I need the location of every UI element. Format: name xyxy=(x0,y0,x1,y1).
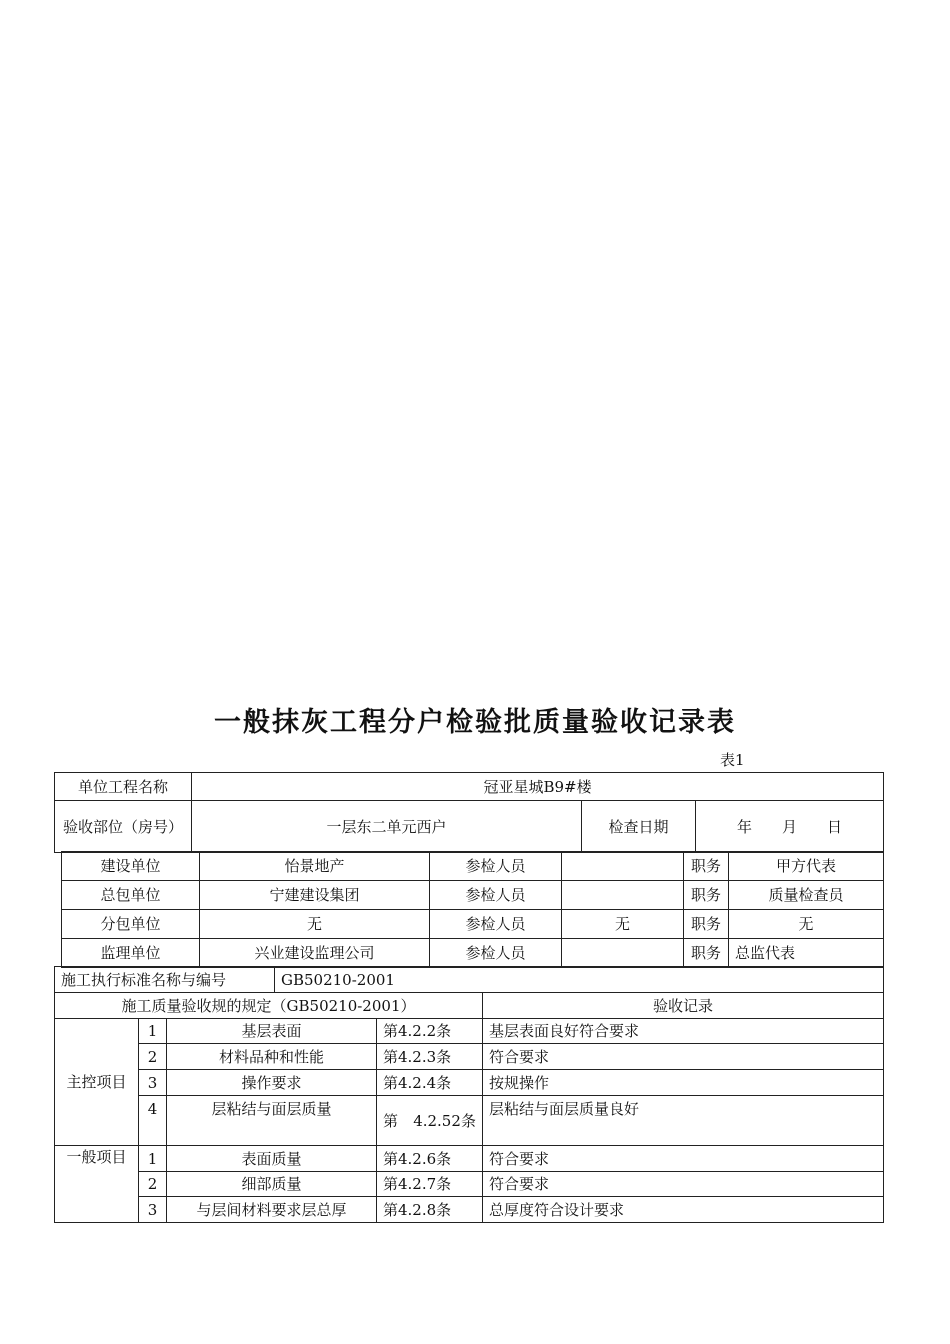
main-item-row xyxy=(55,1070,884,1096)
item-clause: 第4.2.8条 xyxy=(377,1197,483,1223)
item-clause: 第 4.2.52条 xyxy=(377,1096,483,1146)
spec-record-header: 验收记录 xyxy=(483,993,884,1019)
unit-row xyxy=(62,939,884,968)
general-item-row xyxy=(55,1146,884,1172)
general-item-label: 一般项目 xyxy=(55,1146,139,1223)
unit-row xyxy=(62,852,884,881)
standard-label: 施工执行标准名称与编号 xyxy=(55,967,275,993)
main-control-label: 主控项目 xyxy=(55,1019,139,1146)
item-number: 3 xyxy=(139,1197,167,1223)
unit-label: 建设单位 xyxy=(62,852,200,881)
item-record: 层粘结与面层质量良好 xyxy=(483,1096,884,1146)
unit-name: 兴业建设监理公司 xyxy=(200,939,430,968)
main-item-row xyxy=(55,1019,884,1044)
unit-label: 分包单位 xyxy=(62,910,200,939)
table-number: 表1 xyxy=(720,751,745,769)
unit-label: 总包单位 xyxy=(62,881,200,910)
item-name: 操作要求 xyxy=(167,1070,377,1096)
project-info-table xyxy=(54,772,884,853)
item-number: 3 xyxy=(139,1070,167,1096)
participant-value: 无 xyxy=(562,910,684,939)
participant-value xyxy=(562,939,684,968)
standard-table xyxy=(54,966,884,993)
duty-value: 无 xyxy=(729,910,884,939)
item-record: 符合要求 xyxy=(483,1172,884,1197)
participant-label: 参检人员 xyxy=(430,910,562,939)
item-name: 材料品种和性能 xyxy=(167,1044,377,1070)
unit-label: 监理单位 xyxy=(62,939,200,968)
item-record: 按规操作 xyxy=(483,1070,884,1096)
inspection-location-value: 一层东二单元西户 xyxy=(192,801,582,853)
item-record: 符合要求 xyxy=(483,1146,884,1172)
items-table xyxy=(54,1018,884,1223)
spec-rule-header: 施工质量验收规的规定（GB50210-2001） xyxy=(55,993,483,1019)
item-clause: 第4.2.3条 xyxy=(377,1044,483,1070)
project-name-value: 冠亚星城B9#楼 xyxy=(192,773,884,801)
duty-label: 职务 xyxy=(684,910,729,939)
duty-value: 质量检查员 xyxy=(729,881,884,910)
inspection-date-value: 年 月 日 xyxy=(696,801,884,853)
item-clause: 第4.2.4条 xyxy=(377,1070,483,1096)
main-item-row xyxy=(55,1096,884,1146)
item-clause: 第4.2.7条 xyxy=(377,1172,483,1197)
item-name: 表面质量 xyxy=(167,1146,377,1172)
unit-row xyxy=(62,881,884,910)
inspection-date-label: 检查日期 xyxy=(582,801,696,853)
unit-name: 宁建建设集团 xyxy=(200,881,430,910)
item-number: 4 xyxy=(139,1096,167,1146)
unit-name: 怡景地产 xyxy=(200,852,430,881)
duty-label: 职务 xyxy=(684,852,729,881)
main-item-row xyxy=(55,1044,884,1070)
general-item-row xyxy=(55,1172,884,1197)
item-record: 基层表面良好符合要求 xyxy=(483,1019,884,1044)
item-number: 1 xyxy=(139,1019,167,1044)
participant-label: 参检人员 xyxy=(430,939,562,968)
units-table xyxy=(61,851,884,968)
duty-value: 总监代表 xyxy=(729,939,884,968)
inspection-location-label: 验收部位（房号） xyxy=(55,801,192,853)
item-record: 总厚度符合设计要求 xyxy=(483,1197,884,1223)
item-clause: 第4.2.2条 xyxy=(377,1019,483,1044)
participant-label: 参检人员 xyxy=(430,881,562,910)
general-item-row xyxy=(55,1197,884,1223)
participant-value xyxy=(562,881,684,910)
duty-label: 职务 xyxy=(684,881,729,910)
project-name-label: 单位工程名称 xyxy=(55,773,192,801)
item-name: 与层间材料要求层总厚 xyxy=(167,1197,377,1223)
standard-value: GB50210-2001 xyxy=(275,967,884,993)
participant-value xyxy=(562,852,684,881)
duty-value: 甲方代表 xyxy=(729,852,884,881)
participant-label: 参检人员 xyxy=(430,852,562,881)
item-name: 细部质量 xyxy=(167,1172,377,1197)
unit-row xyxy=(62,910,884,939)
item-number: 2 xyxy=(139,1044,167,1070)
item-record: 符合要求 xyxy=(483,1044,884,1070)
unit-name: 无 xyxy=(200,910,430,939)
item-name: 层粘结与面层质量 xyxy=(167,1096,377,1146)
document-title: 一般抹灰工程分户检验批质量验收记录表 xyxy=(214,707,736,738)
item-clause: 第4.2.6条 xyxy=(377,1146,483,1172)
item-name: 基层表面 xyxy=(167,1019,377,1044)
spec-header-table xyxy=(54,992,884,1019)
item-number: 1 xyxy=(139,1146,167,1172)
item-number: 2 xyxy=(139,1172,167,1197)
duty-label: 职务 xyxy=(684,939,729,968)
